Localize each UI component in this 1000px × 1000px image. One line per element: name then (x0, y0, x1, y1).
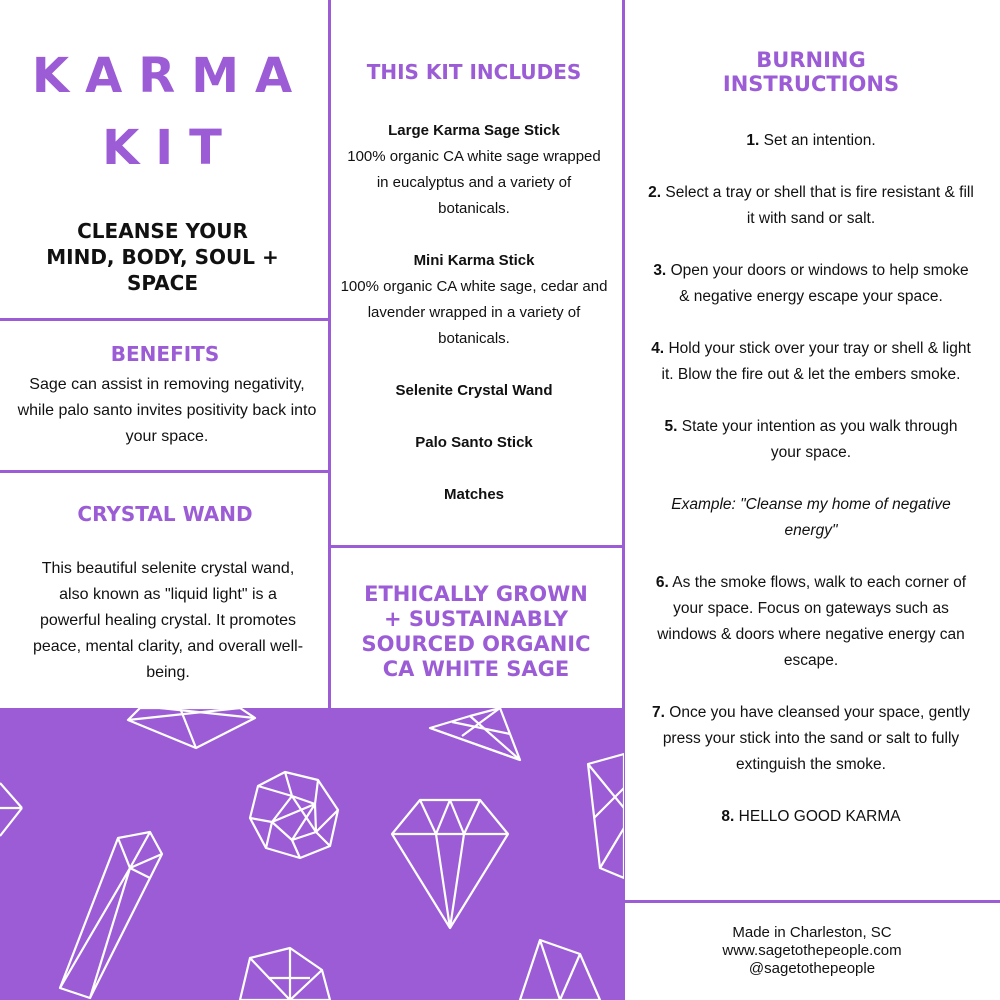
burning-heading-line-1: BURNING (756, 48, 866, 72)
kit-item (340, 378, 608, 404)
kit-item (340, 118, 608, 222)
footer (624, 924, 1000, 978)
crystal-pattern-panel (0, 708, 624, 1000)
kit-item (340, 248, 608, 352)
step-number: 7. (652, 704, 665, 721)
divider-crystal-top (0, 470, 328, 473)
crystal-wand-text: This beautiful selenite crystal wand, also known as "liquid light" is a powerful healing crystal. It promotes peace, mental clarity, and overall well-being. (32, 560, 304, 681)
divider-benefits-top (0, 318, 328, 321)
kit-item-name: Palo Santo Stick (415, 434, 533, 451)
step-item (648, 258, 974, 310)
kit-item-name: Matches (443, 486, 505, 503)
step-number: 1. (746, 132, 760, 149)
step-item (648, 700, 974, 778)
crystal-point-icon (430, 708, 520, 760)
crystal-wand-heading: CRYSTAL WAND (77, 502, 253, 526)
benefits-text: Sage can assist in removing negativity, while palo santo invites positivity back into your space. (17, 376, 317, 445)
step-number: 2. (648, 184, 662, 201)
tagline-line-3: SPACE (126, 271, 199, 295)
footer-website: www.sagetothepeople.com (722, 942, 902, 959)
step-text: As the smoke flows, walk to each corner of your space. Focus on gateways such as windows & doors where negative energy can escape. (657, 574, 967, 669)
step-text: State your intention as you walk through your space. (681, 418, 958, 461)
step-number: 8. (721, 808, 735, 825)
title-line-1: KARMA (31, 48, 309, 104)
step-text: Select a tray or shell that is fire resistant & fill it with sand or salt. (665, 184, 974, 227)
divider-left (328, 0, 331, 708)
crystal-pattern-art (0, 708, 624, 1000)
polyhedron-icon (250, 772, 338, 858)
step-item (648, 180, 974, 232)
divider-footer-top (622, 900, 1000, 903)
step-number: 3. (653, 262, 667, 279)
step-item (648, 128, 974, 154)
kit-heading: THIS KIT INCLUDES (366, 60, 582, 84)
crystal-point-icon (128, 708, 255, 748)
footer-location: Made in Charleston, SC (732, 924, 892, 941)
star-shape-icon (0, 783, 22, 836)
kit-item (340, 482, 608, 508)
burning-steps (648, 128, 974, 856)
crystal-wand-icon (60, 832, 162, 998)
tagline (20, 218, 305, 296)
kit-list (340, 118, 608, 534)
tagline-line-1: CLEANSE YOUR (77, 219, 248, 243)
title-line-2: KIT (102, 120, 238, 176)
kit-item-name: Large Karma Sage Stick (388, 122, 560, 139)
divider-ethically-top (328, 545, 622, 548)
step-number: 4. (651, 340, 665, 357)
benefits-heading: BENEFITS (110, 342, 220, 366)
kit-item-desc: 100% organic CA white sage, cedar and lavender wrapped in a variety of botanicals. (340, 278, 608, 347)
kit-item-name: Mini Karma Stick (413, 252, 535, 269)
step-item (648, 570, 974, 674)
diamond-icon (392, 800, 508, 928)
burning-heading-line-2: INSTRUCTIONS (722, 72, 900, 96)
step-text: HELLO GOOD KARMA (738, 808, 901, 825)
ethically-grown-text: ETHICALLY GROWN + SUSTAINABLY SOURCED ORGANIC CA WHITE SAGE (361, 582, 591, 681)
step-number: 5. (664, 418, 678, 435)
step-item (648, 804, 974, 830)
step-text: Once you have cleansed your space, gently press your stick into the sand or salt to fully extinguish the smoke. (662, 704, 970, 773)
crystal-point-icon (240, 948, 330, 1000)
kit-item-desc: 100% organic CA white sage wrapped in eucalyptus and a variety of botanicals. (347, 148, 601, 217)
crystal-cluster-icon (588, 754, 624, 878)
step-number: 6. (655, 574, 669, 591)
step-item (648, 336, 974, 388)
footer-handle: @sagetothepeople (748, 960, 876, 977)
step-item (648, 414, 974, 466)
burning-heading (640, 48, 982, 96)
tagline-line-2: MIND, BODY, SOUL + (46, 245, 279, 269)
kit-item (340, 430, 608, 456)
step-example: Example: "Cleanse my home of negative energy" (671, 496, 951, 539)
kit-item-name: Selenite Crystal Wand (395, 382, 553, 399)
step-text: Set an intention. (763, 132, 876, 149)
step-text: Hold your stick over your tray or shell & light it. Blow the fire out & let the embers smoke. (661, 340, 971, 383)
crystal-point-icon (520, 940, 600, 1000)
step-text: Open your doors or windows to help smoke & negative energy escape your space. (670, 262, 969, 305)
